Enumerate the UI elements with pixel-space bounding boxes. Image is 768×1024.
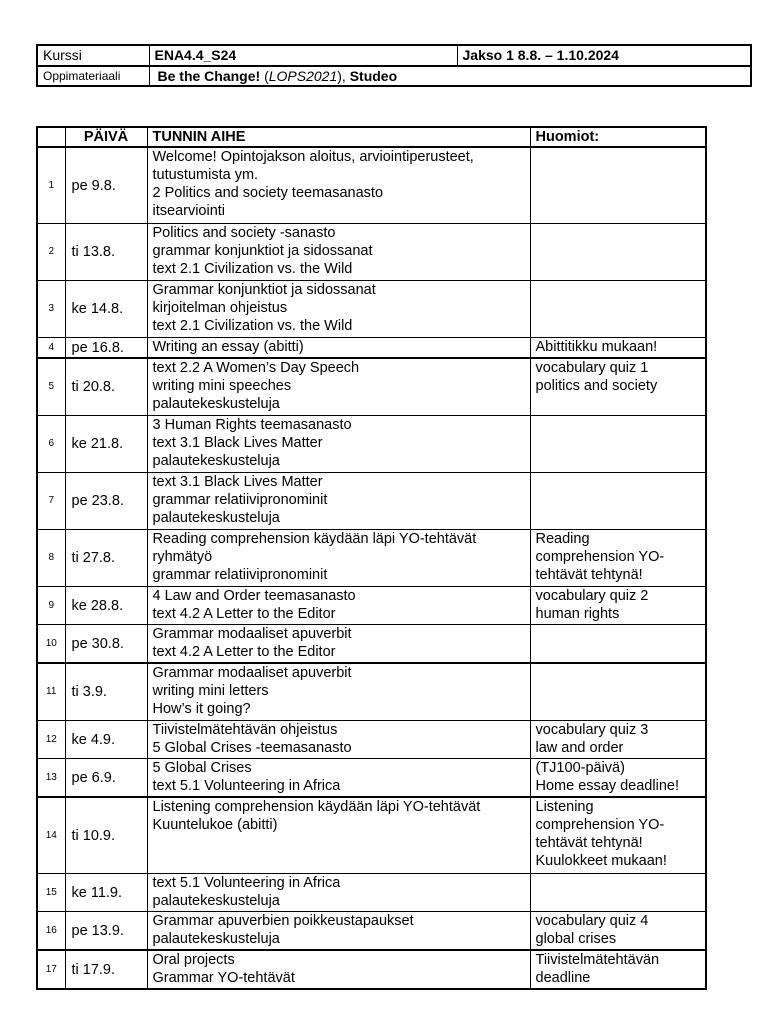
topic-line: writing mini speeches (152, 378, 292, 394)
lesson-number: 2 (37, 224, 65, 281)
lesson-number: 1 (37, 147, 65, 224)
lesson-notes (530, 281, 706, 338)
material-label: Oppimateriaali (37, 66, 149, 86)
lesson-notes (530, 950, 706, 989)
lesson-topic (147, 338, 530, 359)
lesson-date: pe 9.8. (65, 147, 147, 224)
lesson-topic (147, 473, 530, 530)
topic-line: text 2.1 Civilization vs. the Wild (152, 318, 353, 334)
material-curriculum: LOPS2021 (268, 68, 338, 84)
lesson-date: ke 21.8. (65, 416, 147, 473)
topic-line: palautekeskusteluja (152, 453, 280, 469)
schedule-row (37, 912, 706, 951)
course-label: Kurssi (37, 45, 149, 66)
lesson-topic (147, 147, 530, 224)
note-line: Tiivistelmätehtävän (535, 952, 660, 968)
note-line: deadline (535, 970, 591, 986)
lesson-date: ke 4.9. (65, 721, 147, 759)
lesson-notes (530, 147, 706, 224)
note-line: Kuulokkeet mukaan! (535, 853, 667, 869)
topic-line: Grammar modaaliset apuverbit (152, 665, 352, 681)
lesson-notes (530, 416, 706, 473)
lesson-notes (530, 912, 706, 951)
lesson-notes (530, 224, 706, 281)
topic-line: Welcome! Opintojakson aloitus, arviointiperusteet, (152, 149, 474, 165)
note-line: (TJ100-päivä) (535, 760, 625, 776)
lesson-date: ti 13.8. (65, 224, 147, 281)
schedule-header-row (37, 127, 706, 147)
lesson-number: 16 (37, 912, 65, 951)
material-publisher: Studeo (349, 68, 398, 84)
lesson-topic (147, 663, 530, 721)
lesson-notes (530, 663, 706, 721)
lesson-topic (147, 950, 530, 989)
lesson-topic (147, 912, 530, 951)
lesson-number: 17 (37, 950, 65, 989)
course-period: Jakso 1 8.8. – 1.10.2024 (457, 45, 751, 66)
lesson-notes (530, 759, 706, 798)
material-title: Be the Change! (157, 68, 261, 84)
topic-line: Tiivistelmätehtävän ohjeistus (152, 722, 338, 738)
material-paren-close: ), (337, 68, 350, 84)
lesson-schedule-table (36, 126, 707, 990)
topic-line: Grammar konjunktiot ja sidossanat (152, 282, 376, 298)
lesson-topic (147, 874, 530, 912)
lesson-number: 4 (37, 338, 65, 359)
topic-line: Grammar apuverbien poikkeustapaukset (152, 913, 414, 929)
topic-line: palautekeskusteluja (152, 396, 280, 412)
lesson-number: 10 (37, 625, 65, 664)
topic-line: How’s it going? (152, 701, 251, 717)
col-day-header: PÄIVÄ (65, 127, 147, 147)
lesson-date: ti 17.9. (65, 950, 147, 989)
note-line: human rights (535, 606, 620, 622)
note-line: Reading (535, 531, 590, 547)
lesson-notes (530, 874, 706, 912)
topic-line: text 3.1 Black Lives Matter (152, 474, 323, 490)
lesson-number: 8 (37, 530, 65, 587)
lesson-number: 6 (37, 416, 65, 473)
lesson-date: ti 20.8. (65, 358, 147, 416)
lesson-notes (530, 721, 706, 759)
note-line: tehtävät tehtynä! (535, 835, 643, 851)
course-code: ENA4.4_S24 (149, 45, 457, 66)
topic-line: palautekeskusteluja (152, 510, 280, 526)
schedule-row (37, 358, 706, 416)
lesson-date: pe 16.8. (65, 338, 147, 359)
schedule-row (37, 797, 706, 874)
lesson-date: ti 3.9. (65, 663, 147, 721)
topic-line: Grammar modaaliset apuverbit (152, 626, 352, 642)
lesson-number: 11 (37, 663, 65, 721)
topic-line: 5 Global Crises -teemasanasto (152, 740, 352, 756)
note-line: vocabulary quiz 4 (535, 913, 649, 929)
topic-line: Politics and society -sanasto (152, 225, 336, 241)
lesson-topic (147, 281, 530, 338)
note-line: global crises (535, 931, 617, 947)
schedule-row (37, 338, 706, 359)
lesson-number: 14 (37, 797, 65, 874)
lesson-notes (530, 530, 706, 587)
lesson-number: 9 (37, 587, 65, 625)
lesson-date: ke 28.8. (65, 587, 147, 625)
col-number-header (37, 127, 65, 147)
schedule-row (37, 587, 706, 625)
lesson-number: 7 (37, 473, 65, 530)
note-line: tehtävät tehtynä! (535, 567, 643, 583)
topic-line: 5 Global Crises (152, 760, 252, 776)
lesson-topic (147, 797, 530, 874)
lesson-topic (147, 530, 530, 587)
topic-line: palautekeskusteluja (152, 931, 280, 947)
lesson-topic (147, 224, 530, 281)
topic-line: writing mini letters (152, 683, 269, 699)
topic-line: Oral projects (152, 952, 235, 968)
col-topic-header: TUNNIN AIHE (147, 127, 530, 147)
topic-line: palautekeskusteluja (152, 893, 280, 909)
lesson-topic (147, 587, 530, 625)
schedule-row (37, 281, 706, 338)
topic-line: Writing an essay (abitti) (152, 339, 304, 355)
lesson-notes (530, 358, 706, 416)
topic-line: text 5.1 Volunteering in Africa (152, 778, 341, 794)
note-line: Abittitikku mukaan! (535, 339, 658, 355)
schedule-row (37, 473, 706, 530)
lesson-number: 13 (37, 759, 65, 798)
lesson-topic (147, 721, 530, 759)
lesson-number: 15 (37, 874, 65, 912)
lesson-date: pe 23.8. (65, 473, 147, 530)
topic-line: ryhmätyö (152, 549, 213, 565)
lesson-date: pe 13.9. (65, 912, 147, 951)
topic-line: itsearviointi (152, 203, 226, 219)
lesson-topic (147, 625, 530, 664)
note-line: vocabulary quiz 1 (535, 360, 649, 376)
lesson-date: pe 6.9. (65, 759, 147, 798)
topic-line: grammar relatiivipronominit (152, 567, 328, 583)
lesson-date: ti 10.9. (65, 797, 147, 874)
lesson-topic (147, 759, 530, 798)
lesson-topic (147, 358, 530, 416)
topic-line: 4 Law and Order teemasanasto (152, 588, 356, 604)
topic-line: text 4.2 A Letter to the Editor (152, 606, 336, 622)
schedule-row (37, 950, 706, 989)
schedule-row (37, 147, 706, 224)
topic-line: Listening comprehension käydään läpi YO-tehtävät (152, 799, 481, 815)
col-notes-header: Huomiot: (530, 127, 706, 147)
note-line: Listening (535, 799, 594, 815)
lesson-date: ti 27.8. (65, 530, 147, 587)
topic-line: text 2.2 A Women’s Day Speech (152, 360, 360, 376)
note-line: Home essay deadline! (535, 778, 679, 794)
note-line: comprehension YO- (535, 817, 665, 833)
schedule-row (37, 625, 706, 664)
topic-line: Reading comprehension käydään läpi YO-tehtävät (152, 531, 477, 547)
lesson-number: 5 (37, 358, 65, 416)
schedule-row (37, 759, 706, 798)
topic-line: text 2.1 Civilization vs. the Wild (152, 261, 353, 277)
schedule-row (37, 530, 706, 587)
topic-line: 2 Politics and society teemasanasto (152, 185, 384, 201)
schedule-row (37, 663, 706, 721)
lesson-notes (530, 797, 706, 874)
lesson-topic (147, 416, 530, 473)
note-line: vocabulary quiz 3 (535, 722, 649, 738)
topic-line: text 4.2 A Letter to the Editor (152, 644, 336, 660)
material-row (37, 66, 751, 86)
note-line: comprehension YO- (535, 549, 665, 565)
lesson-notes (530, 587, 706, 625)
topic-line: grammar konjunktiot ja sidossanat (152, 243, 373, 259)
course-row (37, 45, 751, 66)
topic-line: text 5.1 Volunteering in Africa (152, 875, 341, 891)
topic-line: Grammar YO-tehtävät (152, 970, 295, 986)
topic-line: tutustumista ym. (152, 167, 259, 183)
lesson-notes (530, 473, 706, 530)
lesson-date: ke 11.9. (65, 874, 147, 912)
schedule-row (37, 874, 706, 912)
note-line: vocabulary quiz 2 (535, 588, 649, 604)
note-line: law and order (535, 740, 624, 756)
lesson-notes (530, 338, 706, 359)
lesson-date: pe 30.8. (65, 625, 147, 664)
lesson-notes (530, 625, 706, 664)
schedule-row (37, 224, 706, 281)
course-info-table (36, 44, 752, 87)
topic-line: grammar relatiivipronominit (152, 492, 328, 508)
schedule-row (37, 416, 706, 473)
material-value (149, 66, 751, 86)
lesson-date: ke 14.8. (65, 281, 147, 338)
topic-line: text 3.1 Black Lives Matter (152, 435, 323, 451)
material-paren-open: ( (260, 68, 269, 84)
topic-line: kirjoitelman ohjeistus (152, 300, 288, 316)
lesson-number: 12 (37, 721, 65, 759)
note-line: politics and society (535, 378, 658, 394)
lesson-number: 3 (37, 281, 65, 338)
schedule-row (37, 721, 706, 759)
topic-line: Kuuntelukoe (abitti) (152, 817, 278, 833)
schedule-body (37, 147, 706, 989)
topic-line: 3 Human Rights teemasanasto (152, 417, 352, 433)
